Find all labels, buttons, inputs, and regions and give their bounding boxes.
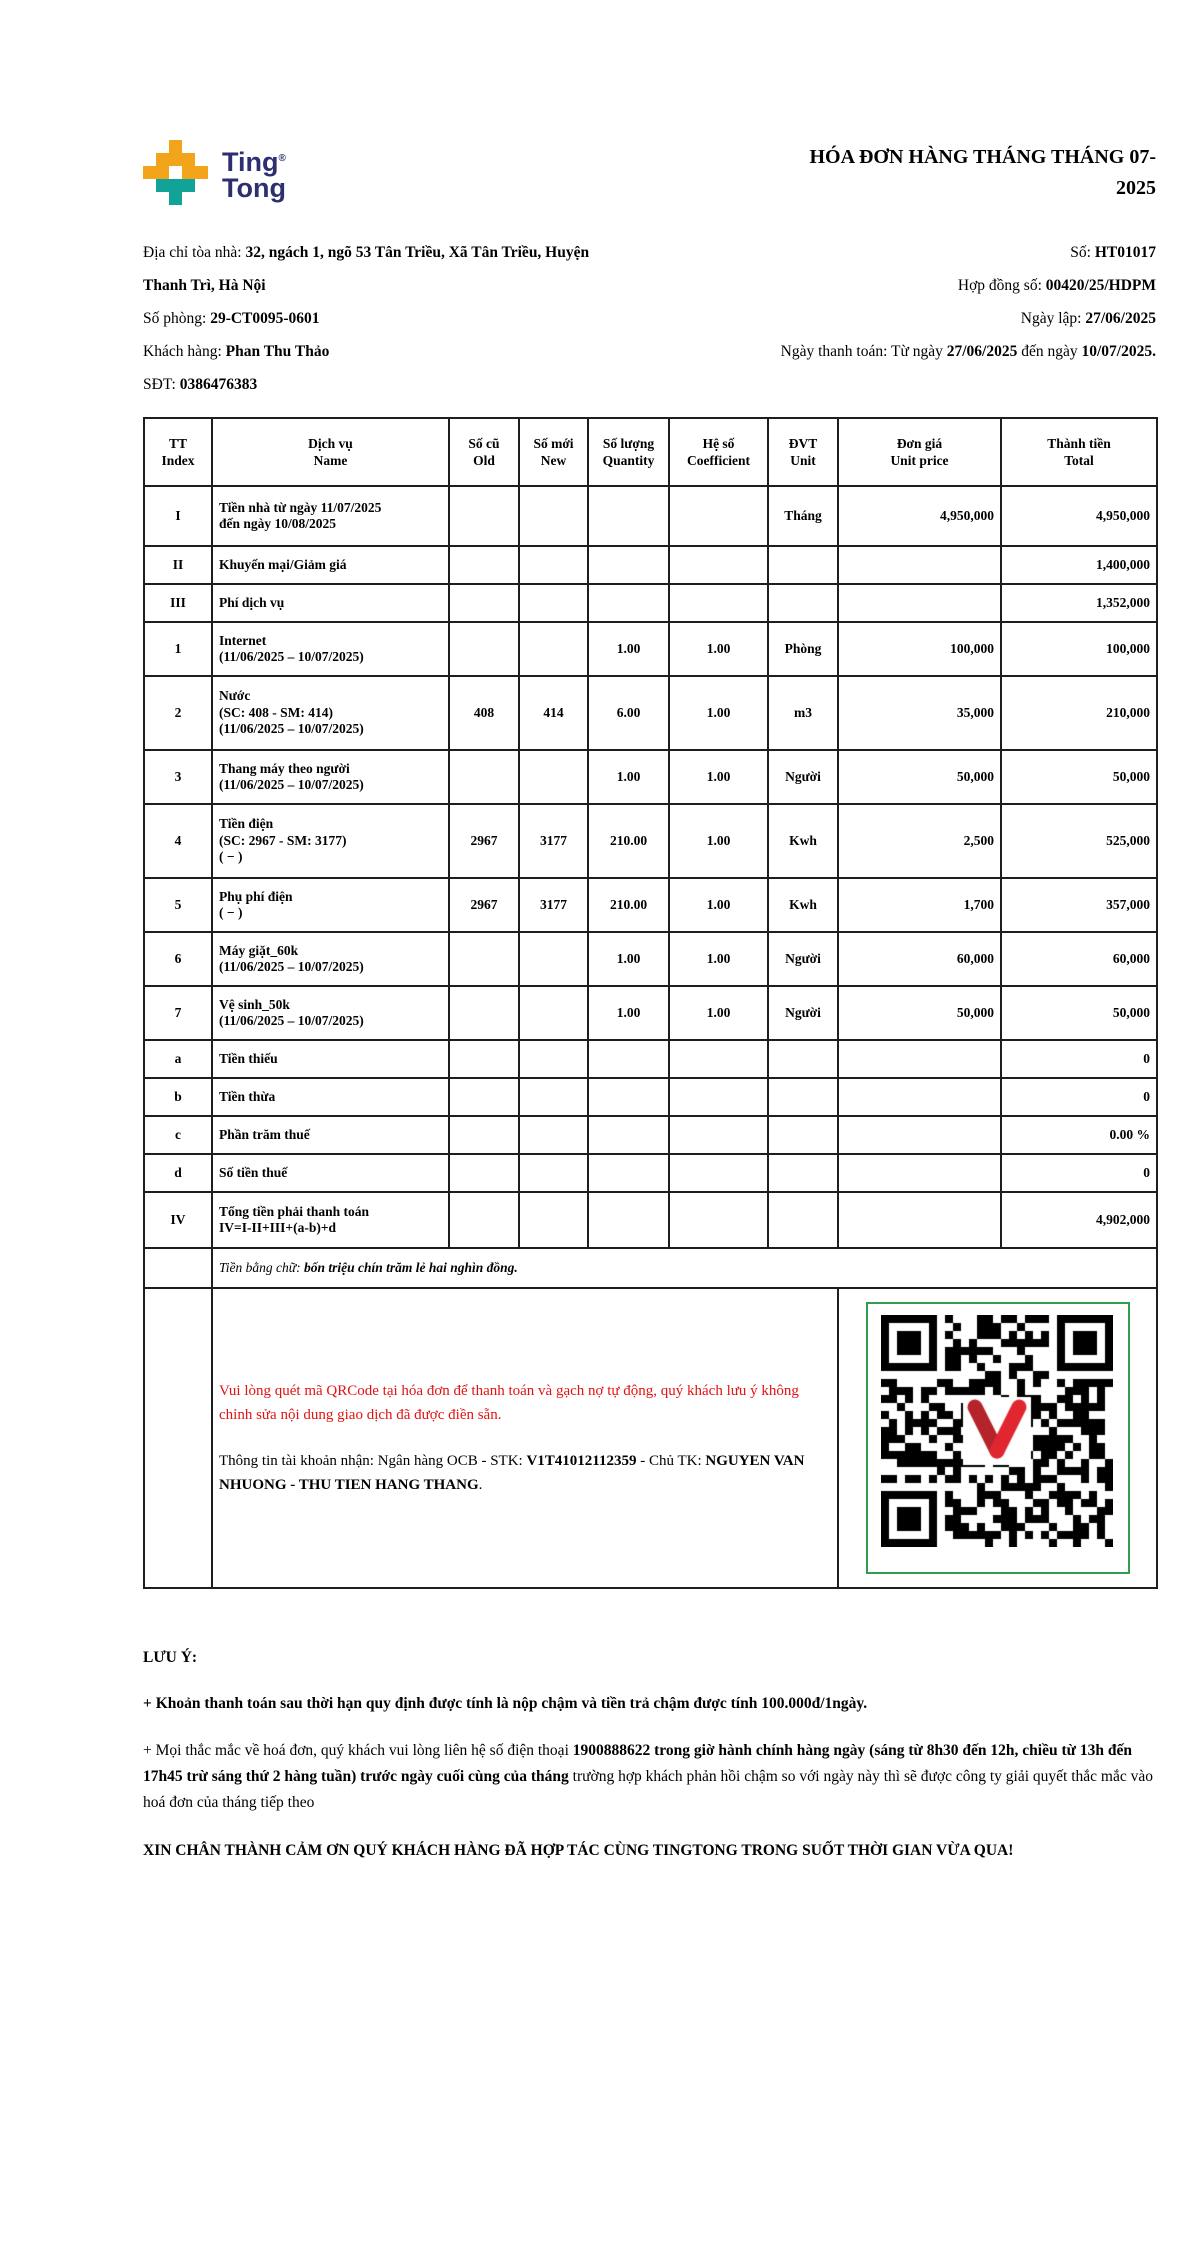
cell-total: 525,000 <box>1001 804 1157 878</box>
info-left <box>143 236 623 401</box>
table-row <box>144 750 1157 804</box>
cell-unit: Tháng <box>768 486 838 546</box>
info-line: SĐT: 0386476383 <box>143 376 258 393</box>
footer-note-late-fee: + Khoản thanh toán sau thời hạn quy định được tính là nộp chậm và tiền trả chậm được tính 100.000đ/1ngày. <box>143 1695 868 1712</box>
cell-name: Khuyến mại/Giảm giá <box>212 546 449 584</box>
logo-text-bottom: Tong <box>222 172 286 203</box>
qr-instructions <box>212 1288 838 1588</box>
cell-qty <box>588 1078 669 1116</box>
cell-unit: Kwh <box>768 878 838 932</box>
cell-price <box>838 1192 1001 1248</box>
cell-old: 408 <box>449 676 519 750</box>
cell-total: 210,000 <box>1001 676 1157 750</box>
cell-tt: b <box>144 1078 212 1116</box>
cell-unit <box>768 584 838 622</box>
info-line: Địa chỉ tòa nhà: 32, ngách 1, ngõ 53 Tân Triều, Xã Tân Triều, Huyện Thanh Trì, Hà Nội <box>143 244 590 294</box>
cell-unit: Người <box>768 750 838 804</box>
cell-qty <box>588 1040 669 1078</box>
cell-qty: 210.00 <box>588 878 669 932</box>
cell-unit: Phòng <box>768 622 838 676</box>
table-row <box>144 804 1157 878</box>
table-row <box>144 1040 1157 1078</box>
cell-old <box>449 932 519 986</box>
column-header: Số mới New <box>519 418 588 486</box>
qr-code <box>866 1302 1130 1574</box>
table-row <box>144 1154 1157 1192</box>
cell-coef: 1.00 <box>669 804 768 878</box>
cell-total: 0 <box>1001 1154 1157 1192</box>
cell-total: 357,000 <box>1001 878 1157 932</box>
info-right <box>623 236 1156 401</box>
tingtong-logo <box>143 140 286 206</box>
cell-coef <box>669 1078 768 1116</box>
cell-coef <box>669 1154 768 1192</box>
logo-pixel <box>143 166 156 179</box>
cell-old <box>449 1040 519 1078</box>
cell-old <box>449 546 519 584</box>
table-row <box>144 1192 1157 1248</box>
cell-total: 50,000 <box>1001 986 1157 1040</box>
cell-coef <box>669 546 768 584</box>
cell-tt: a <box>144 1040 212 1078</box>
cell-name: Tổng tiền phải thanh toán IV=I-II+III+(a-b)+d <box>212 1192 449 1248</box>
cell-tt: 1 <box>144 622 212 676</box>
info-line: Hợp đồng số: 00420/25/HDPM <box>957 277 1156 294</box>
cell-total: 4,950,000 <box>1001 486 1157 546</box>
logo-pixel <box>169 153 182 166</box>
table-row <box>144 546 1157 584</box>
qr-cell <box>838 1288 1157 1588</box>
column-header: Thành tiền Total <box>1001 418 1157 486</box>
cell-old: 2967 <box>449 804 519 878</box>
cell-new <box>519 622 588 676</box>
cell-old <box>449 1078 519 1116</box>
cell-new <box>519 486 588 546</box>
table-row <box>144 1078 1157 1116</box>
cell-price: 2,500 <box>838 804 1001 878</box>
cell-new <box>519 932 588 986</box>
cell-tt: II <box>144 546 212 584</box>
table-row <box>144 486 1157 546</box>
cell-qty: 210.00 <box>588 804 669 878</box>
column-header: Số lượng Quantity <box>588 418 669 486</box>
logo-pixel <box>169 179 182 192</box>
cell-price <box>838 1040 1001 1078</box>
cell-price: 35,000 <box>838 676 1001 750</box>
cell-qty <box>588 1192 669 1248</box>
cell-new <box>519 1192 588 1248</box>
cell-qty <box>588 584 669 622</box>
bank-account-info: Thông tin tài khoản nhận: Ngân hàng OCB - STK: V1T41012112359 - Chủ TK: NGUYEN VAN NHUONG - THU TIEN HANG THANG. <box>219 1453 805 1493</box>
logo-pixel <box>195 166 208 179</box>
cell-coef <box>669 1116 768 1154</box>
cell-new <box>519 1116 588 1154</box>
cell-total: 0 <box>1001 1040 1157 1078</box>
footer-notes <box>143 1649 1156 1864</box>
table-row <box>144 1116 1157 1154</box>
amount-in-words: Tiền bằng chữ: bốn triệu chín trăm lẻ hai nghìn đồng. <box>212 1248 1157 1288</box>
footer-title: LƯU Ý: <box>143 1649 198 1666</box>
cell-name: Tiền nhà từ ngày 11/07/2025 đến ngày 10/08/2025 <box>212 486 449 546</box>
invoice-table <box>143 417 1158 1589</box>
cell-new <box>519 1040 588 1078</box>
cell-unit: Kwh <box>768 804 838 878</box>
cell-old <box>449 986 519 1040</box>
cell-name: Tiền thừa <box>212 1078 449 1116</box>
invoice-page <box>143 140 1156 1864</box>
cell-unit <box>768 1154 838 1192</box>
cell-qty <box>588 1154 669 1192</box>
registered-mark: ® <box>278 152 286 164</box>
cell-name: Tiền điện (SC: 2967 - SM: 3177) ( − ) <box>212 804 449 878</box>
cell-coef: 1.00 <box>669 750 768 804</box>
cell-tt: d <box>144 1154 212 1192</box>
cell-price: 100,000 <box>838 622 1001 676</box>
cell-name: Internet (11/06/2025 – 10/07/2025) <box>212 622 449 676</box>
cell-price <box>838 1116 1001 1154</box>
cell-name: Máy giặt_60k (11/06/2025 – 10/07/2025) <box>212 932 449 986</box>
cell-coef <box>669 1040 768 1078</box>
cell-old <box>449 750 519 804</box>
cell-old <box>449 584 519 622</box>
qr-code-icon <box>881 1315 1113 1547</box>
info-section <box>143 236 1156 401</box>
cell-unit: Người <box>768 986 838 1040</box>
cell-name: Phụ phí điện ( − ) <box>212 878 449 932</box>
column-header: Số cũ Old <box>449 418 519 486</box>
cell-name: Nước (SC: 408 - SM: 414) (11/06/2025 – 10/07/2025) <box>212 676 449 750</box>
column-header: Dịch vụ Name <box>212 418 449 486</box>
cell-qty: 1.00 <box>588 750 669 804</box>
cell-new: 414 <box>519 676 588 750</box>
cell-name: Phần trăm thuế <box>212 1116 449 1154</box>
cell-price: 60,000 <box>838 932 1001 986</box>
cell-coef <box>669 584 768 622</box>
column-header: ĐVT Unit <box>768 418 838 486</box>
cell-total: 4,902,000 <box>1001 1192 1157 1248</box>
cell-old: 2967 <box>449 878 519 932</box>
table-row <box>144 932 1157 986</box>
cell-coef: 1.00 <box>669 676 768 750</box>
logo-pixel <box>169 192 182 205</box>
cell-tt: 4 <box>144 804 212 878</box>
logo-pixel <box>169 140 182 153</box>
logo-pixel <box>182 179 195 192</box>
cell-new <box>519 546 588 584</box>
cell-price: 4,950,000 <box>838 486 1001 546</box>
cell-new: 3177 <box>519 804 588 878</box>
table-row <box>144 986 1157 1040</box>
cell-qty: 1.00 <box>588 932 669 986</box>
qr-notice-red: Vui lòng quét mã QRCode tại hóa đơn để thanh toán và gạch nợ tự động, quý khách lưu ý không chỉnh sửa nội dung giao dịch đã được điền sẵn. <box>219 1383 799 1423</box>
cell-qty <box>588 546 669 584</box>
cell-qty: 6.00 <box>588 676 669 750</box>
footer-note-hotline: + Mọi thắc mắc về hoá đơn, quý khách vui lòng liên hệ số điện thoại 1900888622 trong giờ hành chính hàng ngày (sáng từ 8h30 đến 12h, chiều từ 13h đến 17h45 trừ sáng thứ 2 hàng tuần) trước ngày cuối cùng của tháng trường hợp khách phản hồi chậm so với ngày này thì sẽ được công ty giải quyết thắc mắc vào hoá đơn của tháng tiếp theo <box>143 1742 1153 1811</box>
table-row <box>144 622 1157 676</box>
cell-name: Tiền thiếu <box>212 1040 449 1078</box>
logo-pixel <box>156 166 169 179</box>
tingtong-logo-icon <box>143 140 209 206</box>
cell-total: 1,400,000 <box>1001 546 1157 584</box>
cell-new <box>519 986 588 1040</box>
cell-qty <box>588 486 669 546</box>
cell-coef: 1.00 <box>669 878 768 932</box>
cell-coef <box>669 1192 768 1248</box>
info-line: Số: HT01017 <box>1070 244 1156 261</box>
cell-name: Số tiền thuế <box>212 1154 449 1192</box>
cell-price: 50,000 <box>838 750 1001 804</box>
cell-price: 1,700 <box>838 878 1001 932</box>
cell-tt: 2 <box>144 676 212 750</box>
logo-pixel <box>156 153 169 166</box>
cell-coef: 1.00 <box>669 986 768 1040</box>
cell-qty <box>588 1116 669 1154</box>
cell-old <box>449 1154 519 1192</box>
cell-old <box>449 486 519 546</box>
cell-price: 50,000 <box>838 986 1001 1040</box>
cell-total: 1,352,000 <box>1001 584 1157 622</box>
cell-new: 3177 <box>519 878 588 932</box>
cell-new <box>519 584 588 622</box>
cell-old <box>449 1192 519 1248</box>
cell-unit <box>768 546 838 584</box>
column-header: TT Index <box>144 418 212 486</box>
logo-pixel <box>182 166 195 179</box>
cell-tt: IV <box>144 1192 212 1248</box>
cell-total: 0 <box>1001 1078 1157 1116</box>
cell-price <box>838 584 1001 622</box>
cell-tt: 7 <box>144 986 212 1040</box>
footer-thanks: XIN CHÂN THÀNH CẢM ƠN QUÝ KHÁCH HÀNG ĐÃ HỢP TÁC CÙNG TINGTONG TRONG SUỐT THỜI GIAN VỪA QUA! <box>143 1842 1014 1859</box>
cell-unit <box>768 1078 838 1116</box>
cell-total: 50,000 <box>1001 750 1157 804</box>
cell-tt: 5 <box>144 878 212 932</box>
info-line: Ngày thanh toán: Từ ngày 27/06/2025 đến ngày 10/07/2025. <box>780 343 1156 360</box>
qr-row <box>144 1288 1157 1588</box>
cell-tt: III <box>144 584 212 622</box>
cell-coef: 1.00 <box>669 932 768 986</box>
cell-new <box>519 1078 588 1116</box>
cell-unit <box>768 1116 838 1154</box>
cell-new <box>519 750 588 804</box>
cell-old <box>449 622 519 676</box>
info-line: Khách hàng: Phan Thu Thảo <box>143 343 330 360</box>
cell-name: Phí dịch vụ <box>212 584 449 622</box>
cell-coef <box>669 486 768 546</box>
info-line: Ngày lập: 27/06/2025 <box>1020 310 1156 327</box>
amount-in-words-row <box>144 1248 1157 1288</box>
cell-new <box>519 1154 588 1192</box>
cell-unit: m3 <box>768 676 838 750</box>
logo-text <box>222 146 286 201</box>
cell-price <box>838 1078 1001 1116</box>
cell-total: 100,000 <box>1001 622 1157 676</box>
logo-text-top: Ting <box>222 146 279 177</box>
cell-unit <box>768 1192 838 1248</box>
cell-tt: c <box>144 1116 212 1154</box>
column-header: Hệ số Coefficient <box>669 418 768 486</box>
cell-name: Thang máy theo người (11/06/2025 – 10/07/2025) <box>212 750 449 804</box>
cell-total: 60,000 <box>1001 932 1157 986</box>
cell-tt: 3 <box>144 750 212 804</box>
empty-cell <box>144 1248 212 1288</box>
cell-tt: 6 <box>144 932 212 986</box>
table-row <box>144 878 1157 932</box>
cell-unit <box>768 1040 838 1078</box>
cell-price <box>838 546 1001 584</box>
table-row <box>144 676 1157 750</box>
cell-name: Vệ sinh_50k (11/06/2025 – 10/07/2025) <box>212 986 449 1040</box>
invoice-title: HÓA ĐƠN HÀNG THÁNG THÁNG 07-2025 <box>809 146 1156 199</box>
empty-cell <box>144 1288 212 1588</box>
cell-unit: Người <box>768 932 838 986</box>
cell-tt: I <box>144 486 212 546</box>
cell-old <box>449 1116 519 1154</box>
column-header: Đơn giá Unit price <box>838 418 1001 486</box>
header <box>143 140 1156 206</box>
logo-pixel <box>156 179 169 192</box>
cell-total: 0.00 % <box>1001 1116 1157 1154</box>
table-row <box>144 584 1157 622</box>
cell-qty: 1.00 <box>588 986 669 1040</box>
info-line: Số phòng: 29-CT0095-0601 <box>143 310 320 327</box>
logo-pixel <box>182 153 195 166</box>
cell-qty: 1.00 <box>588 622 669 676</box>
cell-coef: 1.00 <box>669 622 768 676</box>
cell-price <box>838 1154 1001 1192</box>
